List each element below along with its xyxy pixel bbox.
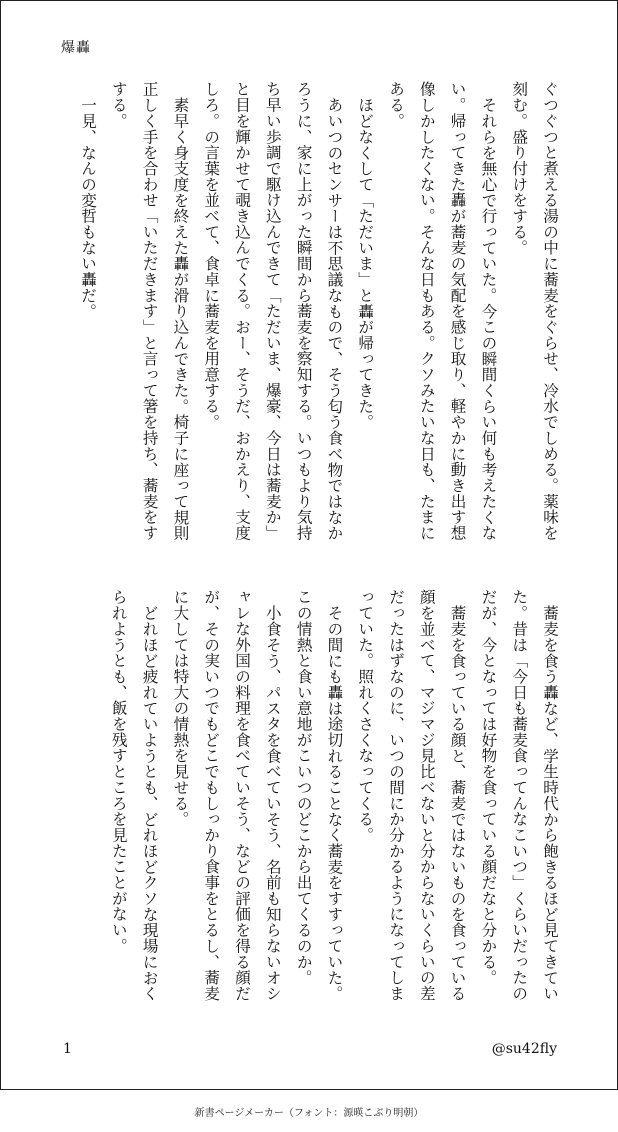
paragraph: 素早く身支度を終えた轟が滑り込んできた。椅子に座って規則正しく手を合わせ「いただきます」と言って箸を持ち、蕎麦をすする。 [109, 81, 190, 541]
paragraph: 蕎麦を食う轟など、学生時代から飽きるほど見てきていた。昔は「今日も蕎麦食ってんなこいつ」くらいだったのだが、今となっては好物を食っている顔だなと分かる。 [479, 589, 559, 1002]
paragraph: それらを無心で行っていた。今この瞬間くらい何も考えたくない。帰ってきた轟が蕎麦の気配を感じ取り、軽やかに動き出す想像しかしたくない。そんな日もある。クソみたいな日も、たまにある。 [387, 81, 498, 541]
author-handle: @su42fly [491, 1041, 557, 1057]
paragraph: 一見、なんの変哲もない轟だ。 [79, 96, 98, 319]
paragraph: あいつのセンサーは不思議なもので、そう匂う食べ物ではなかろうに、家に上がった瞬間から蕎麦を察知する。いつもより気持ち早い歩調で駆け込んできて「ただいま、爆豪、今日は蕎麦か」と目を輝かせて覗き込んでくる。おー、そうだ、おかえり、支度しろ。の言葉を並べて、食卓に蕎麦を用意する。 [202, 81, 344, 541]
paragraph: ほどなくして「ただいま」と轟が帰ってきた。 [356, 96, 375, 430]
paragraph: どれほど疲れていようとも、どれほどクソな現場におくられようとも、飯を残すところを見たことがない。 [109, 589, 159, 1001]
page-number: 1 [63, 1041, 72, 1057]
text-block-top [45, 81, 565, 551]
generator-caption: 新書ページメーカー（フォント：源暎こぶり明朝） [194, 1108, 424, 1119]
paragraph: 蕎麦を食っている顔と、蕎麦ではないものを食っている顔を並べて、マジマジ見比べないと分からないくらいの差だったはずなのに、いつの間にか分かるようになってしまっていた。照れくさくなってくる。 [356, 589, 467, 1002]
running-header-title: 爆轟 [61, 40, 91, 56]
text-block-bottom [45, 589, 565, 1009]
paragraph: ぐつぐつと煮える湯の中に蕎麦をぐらせ、冷水でしめる。薬味を刻む。盛り付けをする。 [510, 81, 559, 541]
paragraph: その間にも轟は途切れることなく蕎麦をすすっていた。この情熱と食い意地がこいつのどこから出てくるのか。 [294, 589, 344, 1001]
paragraph: 小食そう、パスタを食べていそう、名前も知らないオシャレな外国の料理を食べていそう、などの評価を得る顔だが、その実いつでもどこでもしっかり食事をとるし、蕎麦に大しては特大の情熱を見せる。 [171, 589, 282, 1002]
